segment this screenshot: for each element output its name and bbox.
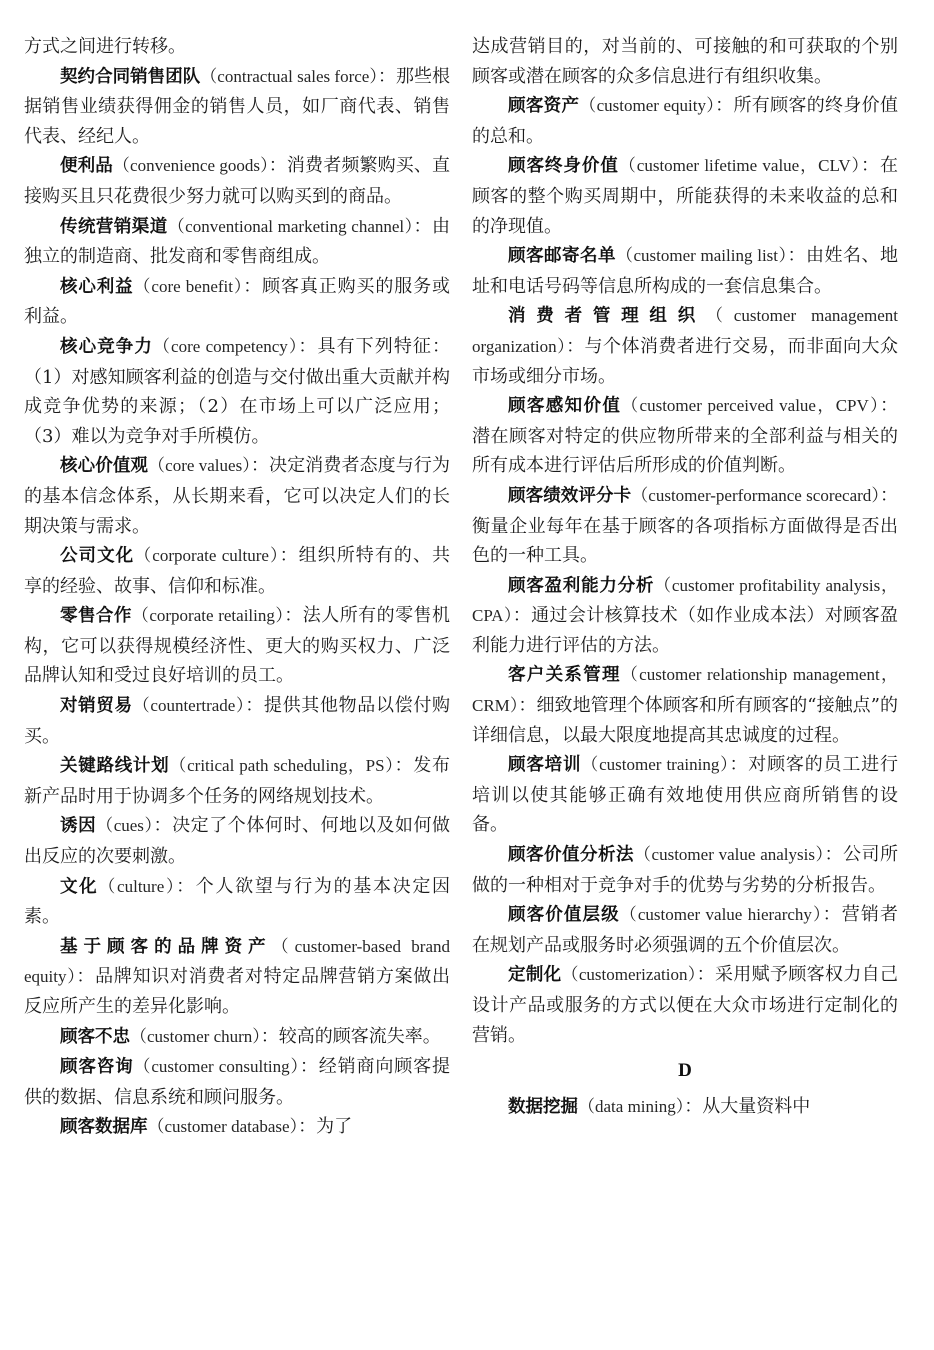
entry-term: 顾客价值层级 (508, 905, 620, 926)
entry-definition: ：提供其他物品以偿付购买。 (24, 695, 451, 747)
glossary-entry (472, 960, 898, 1050)
entry-definition: ：从大量资料中 (684, 1096, 811, 1118)
entry-english: （customer churn） (130, 1026, 261, 1046)
entry-term: 关键路线计划 (60, 756, 170, 777)
entry-english: （cues） (96, 816, 154, 836)
entry-definition: ：顾客真正购买的服务或利益。 (24, 275, 451, 328)
entry-english: （customerization） (561, 965, 697, 985)
entry-term: 顾客价值分析法 (508, 845, 635, 866)
entry-english: （conventional marketing channel） (167, 216, 414, 236)
glossary-entry (24, 62, 450, 152)
glossary-entry (24, 541, 450, 601)
glossary-entry (24, 751, 450, 811)
entry-definition: ：公司所做的一种相对于竞争对手的优势与劣势的分析报告。 (472, 844, 899, 896)
glossary-entry (472, 241, 898, 301)
entry-english: （customer-based brand equity） (24, 936, 450, 987)
entry-term: 顾客盈利能力分析 (508, 575, 655, 596)
entry-term: 客户关系管理 (508, 665, 621, 686)
entry-definition: ：决定了个体何时、何地以及如何做出反应的次要刺激。 (24, 815, 451, 868)
glossary-entry (472, 481, 898, 571)
glossary-entry (24, 872, 450, 932)
right-entry-list (472, 91, 898, 1050)
entry-definition: ：由姓名、地址和电话号码等信息所构成的一套信息集合。 (472, 245, 899, 297)
entry-term: 顾客绩效评分卡 (508, 485, 632, 506)
entry-term: 定制化 (508, 965, 562, 986)
glossary-entry (24, 811, 450, 871)
entry-term: 顾客终身价值 (508, 156, 619, 177)
entry-definition: ：法人所有的零售机构，它可以获得规模经济性、更大的购买权力、广泛品牌认知和受过良好培训的员工。 (24, 605, 451, 687)
entry-english: （countertrade） (132, 696, 246, 716)
entry-definition: ：所有顾客的终身价值的总和。 (472, 95, 899, 147)
entry-english: （customer consulting） (133, 1057, 300, 1077)
glossary-entry (24, 601, 450, 691)
entry-definition: ：发布新产品时用于协调多个任务的网络规划技术。 (24, 755, 450, 807)
glossary-entry (24, 1052, 450, 1112)
entry-english: （contractual sales force） (200, 66, 378, 86)
entry-english: （customer value analysis） (634, 845, 825, 865)
entry-english: （customer equity） (579, 96, 716, 116)
glossary-entry (472, 750, 898, 840)
entry-english: （corporate retailing） (131, 606, 285, 626)
glossary-entry (472, 660, 898, 750)
glossary-entry (472, 840, 898, 900)
entry-term: 顾客感知价值 (508, 396, 622, 417)
left-column (24, 32, 450, 1143)
entry-definition: ：衡量企业每年在基于顾客的各项指标方面做得是否出色的一种工具。 (472, 484, 898, 567)
entry-english: （customer perceived value，CPV） (621, 396, 881, 416)
entry-term: 消费者管理组织 (508, 306, 707, 327)
entry-term: 契约合同销售团队 (60, 66, 201, 87)
entry-english: （core values） (148, 456, 251, 476)
entry-term: 便利品 (60, 156, 113, 177)
entry-term: 顾客数据库 (60, 1117, 148, 1138)
entry-definition: ：那些根据销售业绩获得佣金的销售人员，如厂商代表、销售代表、经纪人。 (24, 65, 451, 147)
entry-term: 文化 (60, 876, 99, 897)
glossary-entry (24, 1112, 450, 1143)
glossary-entry (24, 332, 450, 451)
entry-definition: ：潜在顾客对特定的供应物所带来的全部利益与相关的所有成本进行评估后所形成的价值判断。 (472, 395, 899, 477)
entry-definition: ：营销者在规划产品或服务时必须强调的五个价值层次。 (472, 904, 899, 956)
entry-term: 顾客资产 (508, 96, 580, 117)
entry-english: （customer relationship management，CRM） (472, 665, 898, 716)
glossary-entry (24, 212, 450, 272)
section-heading: D (678, 1060, 692, 1082)
glossary-entry (472, 151, 898, 241)
entry-definition: ：采用赋予顾客权力自己设计产品或服务的方式以便在大众市场进行定制化的营销。 (472, 964, 899, 1046)
entry-term: 顾客不忠 (60, 1026, 130, 1047)
left-entry-list (24, 62, 450, 1143)
entry-term: 公司文化 (60, 546, 135, 567)
entry-term: 核心价值观 (60, 456, 149, 477)
entry-english: （customer value hierarchy） (619, 905, 823, 925)
entry-english: （convenience goods） (112, 156, 269, 176)
continued-text: 达成营销目的，对当前的、可接触的和可获取的个别顾客或潜在顾客的众多信息进行有组织收集。 (472, 36, 898, 87)
entry-definition: ：决定消费者态度与行为的基本信念体系，从长期来看，它可以决定人们的长期决策与需求。 (24, 455, 451, 537)
entry-definition: ：具有下列特征：（1）对感知顾客利益的创造与交付做出重大贡献并构成竞争优势的来源；（2）在市场上可以广泛应用；（3）难以为竞争对手所模仿。 (24, 335, 451, 447)
entry-english: （customer profitability analysis，CPA） (472, 575, 898, 626)
glossary-entry (472, 391, 898, 481)
entry-term: 零售合作 (60, 606, 132, 627)
entry-definition: ：品牌知识对消费者对特定品牌营销方案做出反应所产生的差异化影响。 (24, 966, 450, 1017)
entry-definition: ：在顾客的整个购买周期中，所能获得的未来收益的总和的净现值。 (472, 155, 898, 237)
entry-english: （customer lifetime value，CLV） (618, 156, 862, 176)
glossary-entry (472, 1092, 898, 1123)
section-entry-list (472, 1092, 898, 1123)
entry-definition: ：为了 (298, 1116, 353, 1138)
glossary-entry (24, 1022, 450, 1053)
continued-text: 方式之间进行转移。 (24, 36, 186, 57)
glossary-entry (24, 272, 450, 332)
entry-definition: ：细致地管理个体顾客和所有顾客的“接触点”的详细信息，以最大限度地提高其忠诚度的过程。 (472, 695, 898, 746)
entry-term: 核心利益 (60, 276, 134, 297)
entry-english: （corporate culture） (134, 546, 280, 566)
entry-english: （data mining） (578, 1097, 685, 1117)
entry-definition: ：通过会计核算技术（如作业成本法）对顾客盈利能力进行评估的方法。 (472, 605, 899, 656)
entry-english: （core competency） (152, 336, 299, 356)
entry-english: （critical path scheduling，PS） (169, 756, 395, 776)
entry-term: 顾客邮寄名单 (508, 246, 616, 267)
entry-term: 顾客培训 (508, 755, 582, 776)
glossary-entry (472, 301, 898, 391)
entry-definition: ：由独立的制造商、批发商和零售商组成。 (24, 215, 450, 268)
entry-term: 传统营销渠道 (60, 216, 168, 237)
glossary-entry (24, 691, 450, 751)
entry-definition: ：较高的顾客流失率。 (260, 1025, 441, 1047)
glossary-entry (472, 571, 898, 661)
entry-term: 顾客咨询 (60, 1057, 134, 1078)
glossary-entry (24, 451, 450, 541)
entry-definition: ：对顾客的员工进行培训以使其能够正确有效地使用供应商所销售的设备。 (472, 754, 898, 836)
glossary-entry (472, 91, 898, 151)
entry-english: （culture） (98, 876, 177, 896)
entry-definition: ：消费者频繁购买、直接购买且只花费很少努力就可以购买到的商品。 (24, 155, 451, 207)
entry-term: 数据挖掘 (508, 1097, 578, 1118)
entry-definition: ：个人欲望与行为的基本决定因素。 (24, 875, 451, 928)
glossary-entry (24, 932, 450, 1022)
right-column (472, 32, 898, 1123)
entry-english: （customer mailing list） (615, 246, 788, 266)
glossary-entry (472, 900, 898, 960)
entry-english: （customer database） (147, 1117, 299, 1137)
glossary-entry (24, 151, 450, 211)
entry-english: （core benefit） (133, 276, 244, 296)
entry-definition: ：组织所特有的、共享的经验、故事、信仰和标准。 (24, 545, 451, 597)
entry-english: （customer training） (581, 755, 730, 775)
entry-term: 核心竞争力 (60, 336, 153, 357)
entry-term: 基于顾客的品牌资产 (60, 936, 272, 957)
entry-term: 诱因 (60, 816, 97, 837)
entry-english: （customer management organization） (472, 306, 899, 356)
entry-definition: ：经销商向顾客提供的数据、信息系统和顾问服务。 (24, 1056, 451, 1108)
entry-definition: ：与个体消费者进行交易，而非面向大众市场或细分市场。 (472, 335, 898, 387)
entry-english: （customer-performance scorecard） (631, 485, 880, 505)
entry-term: 对销贸易 (60, 696, 133, 717)
